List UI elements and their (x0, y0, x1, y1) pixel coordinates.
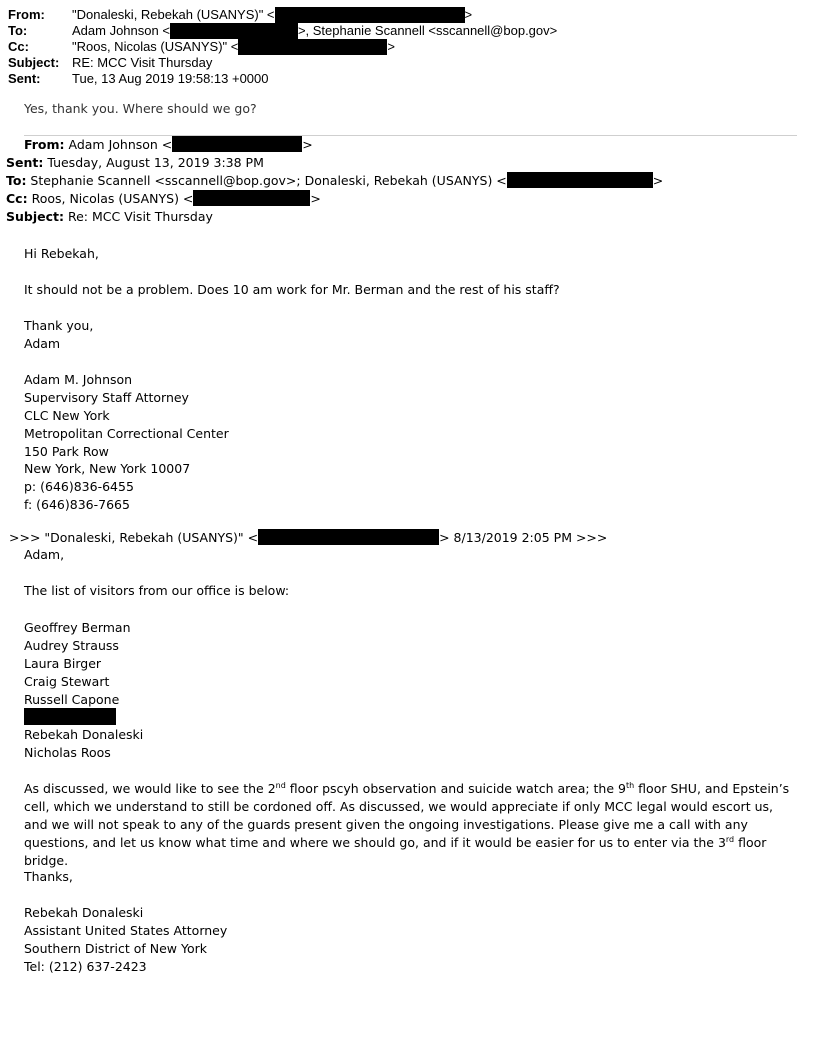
email-header (8, 7, 557, 86)
signature-line: Adam M. Johnson (24, 372, 133, 387)
adam-closing (24, 317, 93, 353)
adam-name: Adam (24, 335, 61, 351)
fwd-to-label: To: (6, 173, 27, 188)
fwd-to-value: Stephanie Scannell <sscannell@bop.gov>; Donaleski, Rebekah (USANYS) < (26, 173, 507, 188)
visitor-name: Laura Birger (24, 655, 102, 671)
visitor-list (24, 619, 143, 762)
forwarded-header (6, 136, 663, 226)
signature-line: Supervisory Staff Attorney (24, 389, 189, 405)
signature-line: Southern District of New York (24, 940, 207, 956)
fwd-cc-label: Cc: (6, 191, 28, 206)
visitor-name: Craig Stewart (24, 673, 110, 689)
adam-thanks: Thank you, (24, 318, 94, 333)
redaction-box (275, 7, 465, 23)
para-text: As discussed, we would like to see the 2 (24, 781, 276, 796)
header-to-label: To: (8, 23, 28, 38)
quoted-suffix: > 8/13/2019 2:05 PM >>> (439, 530, 608, 545)
header-from-tail: > (464, 7, 473, 22)
fwd-subject-row (6, 208, 663, 226)
quoted-header-line (9, 529, 607, 545)
redaction-box (193, 190, 310, 206)
para-text: floor SHU, and Epstein’s cell, which we understand to still be cordoned off. As discussed, we would appreciate if only MCC legal would escort us, and we will not speak to any of the guards present given the ongoing investigations. Please give me a call with any questions, and let us know what time and where we should go, and if it would be easier for us to enter via the 3 (24, 781, 790, 850)
header-to-tail: >, Stephanie Scannell <sscannell@bop.gov> (297, 23, 558, 38)
redaction-box (170, 23, 298, 39)
header-cc-tail: > (387, 39, 395, 54)
signature-line: Assistant United States Attorney (24, 922, 228, 938)
para-text: floor bridge. (24, 834, 767, 868)
visitor-name: Audrey Strauss (24, 637, 119, 653)
fwd-from-tail: > (302, 137, 313, 152)
header-cc-value: "Roos, Nicolas (USANYS)" < (72, 39, 239, 54)
visitor-name: Nicholas Roos (24, 745, 111, 761)
signature-line: 150 Park Row (24, 443, 109, 459)
quoted-greeting: Adam, (24, 547, 65, 562)
visitor-name: Rebekah Donaleski (24, 727, 144, 743)
fwd-from-value: Adam Johnson < (64, 137, 173, 152)
fwd-subject-value: Re: MCC Visit Thursday (64, 209, 213, 224)
fwd-sent-value: Tuesday, August 13, 2019 3:38 PM (43, 155, 264, 170)
signature-line: New York, New York 10007 (24, 461, 191, 477)
quoted-thanks: Thanks, (24, 869, 73, 884)
visitor-name: Russell Capone (24, 691, 120, 707)
header-to-value: Adam Johnson < (72, 23, 170, 38)
fwd-to-tail: > (652, 173, 664, 188)
para-text: floor pscyh observation and suicide watch area; the 9 (285, 781, 626, 796)
fwd-subject-label: Subject: (6, 209, 64, 224)
reply-text: Yes, thank you. Where should we go? (24, 101, 257, 116)
fwd-from-row (6, 136, 663, 154)
signature-line: Metropolitan Correctional Center (24, 425, 229, 441)
signature-line: f: (646)836-7665 (24, 497, 130, 513)
fwd-cc-tail: > (310, 191, 321, 206)
header-subject-row (8, 55, 557, 71)
fwd-cc-value: Roos, Nicolas (USANYS) < (27, 191, 194, 206)
signature-line: Tel: (212) 637-2423 (24, 958, 147, 974)
quoted-intro: The list of visitors from our office is below: (24, 583, 290, 598)
header-sent-label: Sent: (8, 70, 41, 86)
superscript: nd (275, 781, 286, 790)
header-subject-value: RE: MCC Visit Thursday (72, 55, 213, 70)
header-from-row (8, 7, 557, 23)
fwd-cc-row (6, 190, 663, 208)
signature-line: Rebekah Donaleski (24, 905, 144, 920)
header-sent-value: Tue, 13 Aug 2019 19:58:13 +0000 (72, 70, 269, 86)
signature-line: p: (646)836-6455 (24, 479, 134, 495)
redaction-box (507, 172, 653, 188)
visitor-name: Geoffrey Berman (24, 620, 131, 635)
adam-body: It should not be a problem. Does 10 am work for Mr. Berman and the rest of his staff? (24, 282, 560, 297)
fwd-sent-row (6, 154, 663, 172)
redaction-box (258, 529, 439, 545)
header-to-row (8, 23, 557, 39)
redaction-box (24, 708, 116, 725)
adam-signature (24, 371, 229, 514)
signature-line: CLC New York (24, 407, 110, 423)
header-subject-label: Subject: (8, 55, 60, 70)
fwd-from-label: From: (24, 137, 65, 152)
header-cc-label: Cc: (8, 39, 29, 54)
adam-greeting: Hi Rebekah, (24, 246, 99, 261)
fwd-sent-label: Sent: (6, 155, 44, 170)
fwd-to-row (6, 172, 663, 190)
header-cc-row (8, 39, 557, 55)
redaction-box (172, 136, 302, 152)
header-from-label: From: (8, 7, 45, 22)
header-sent-row (8, 71, 557, 87)
redaction-box (238, 39, 387, 55)
superscript: rd (725, 834, 735, 844)
quoted-paragraph (24, 780, 794, 870)
visitor-redacted (24, 708, 143, 726)
quoted-prefix: >>> "Donaleski, Rebekah (USANYS)" < (9, 530, 259, 545)
superscript: th (625, 781, 635, 790)
header-from-value: "Donaleski, Rebekah (USANYS)" < (72, 7, 275, 22)
rebekah-signature (24, 904, 227, 976)
